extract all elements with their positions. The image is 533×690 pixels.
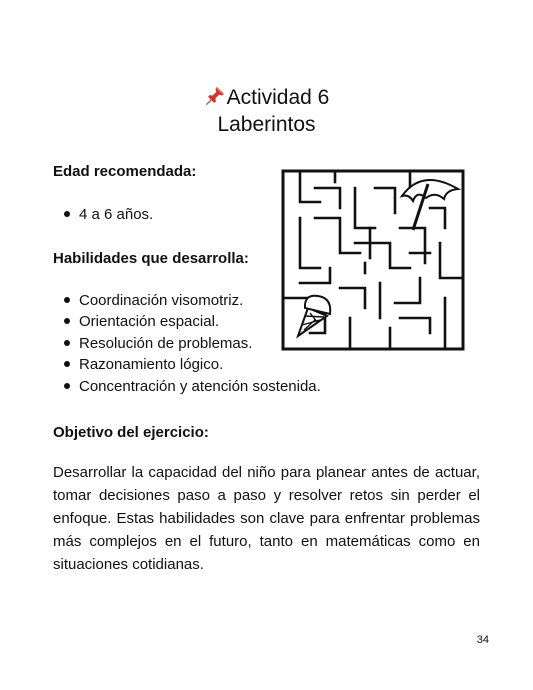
bullet-icon: [64, 383, 70, 389]
umbrella-icon: [402, 180, 458, 230]
list-item: [53, 376, 321, 397]
maze-illustration: [280, 168, 466, 352]
list-item-text: Coordinación visomotriz.: [79, 292, 244, 309]
list-item-text: Orientación espacial.: [79, 313, 220, 331]
bullet-icon: [64, 211, 70, 217]
list-item-text: Razonamiento lógico.: [79, 356, 224, 374]
bullet-icon: [64, 361, 70, 367]
pushpin-icon: [204, 85, 226, 107]
list-item: [53, 354, 321, 375]
age-list: [53, 204, 153, 225]
list-item-text: Resolución de problemas.: [79, 334, 253, 352]
activity-title: [0, 84, 533, 138]
objective-paragraph: Desarrollar la capacidad del niño para planear antes de actuar, tomar decisiones paso a paso y resolver retos sin perder el enfoque. Estas habilidades son clave para enfrentar problemas más complejos en el futuro, tanto en matemáticas como en situaciones cotidianas.: [53, 464, 480, 573]
objective-heading: Objetivo del ejercicio:: [53, 424, 209, 441]
age-heading: Edad recomendada:: [53, 163, 197, 180]
bullet-icon: [64, 340, 70, 346]
list-item-text: Concentración y atención sostenida.: [79, 377, 321, 395]
list-item: [53, 204, 153, 225]
bullet-icon: [64, 318, 70, 324]
activity-name: Laberintos: [217, 113, 316, 136]
skills-heading: Habilidades que desarrolla:: [53, 250, 249, 267]
page-number: 34: [476, 634, 489, 646]
bullet-icon: [64, 297, 70, 303]
activity-number: Actividad 6: [226, 86, 330, 109]
list-item-text: 4 a 6 años.: [79, 206, 154, 223]
